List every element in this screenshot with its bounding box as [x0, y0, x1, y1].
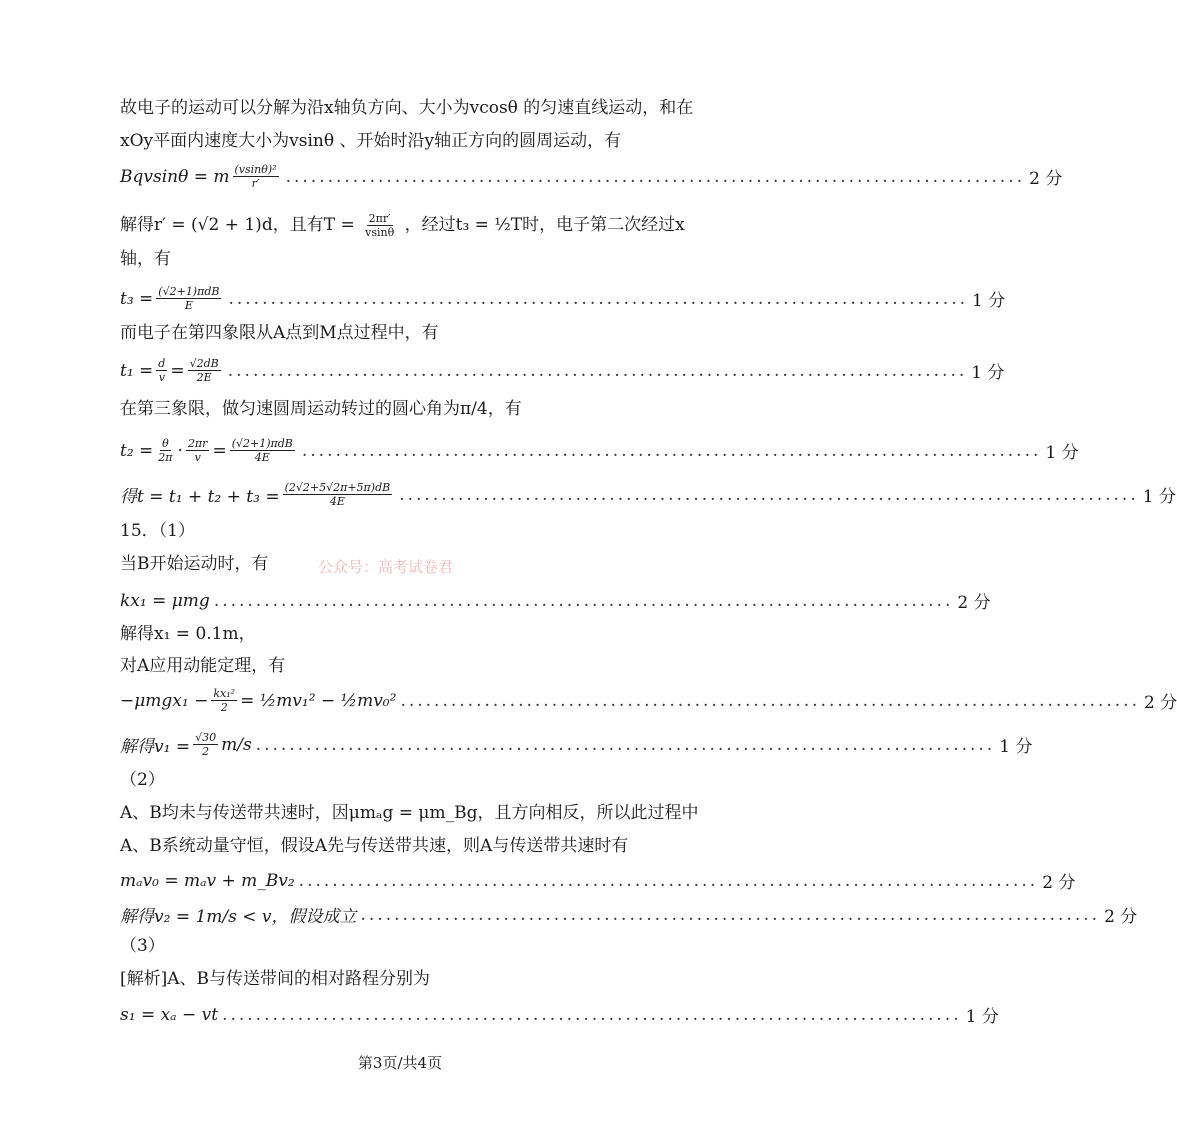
text-line-2: xOy平面内速度大小为vsinθ 、开始时沿y轴正方向的圆周运动，有 [120, 131, 622, 151]
text-line-4 [120, 212, 685, 239]
text-line-7: 而电子在第四象限从A点到M点过程中，有 [120, 323, 439, 343]
eq5-num: (2√2+5√2π+5π)dB [284, 481, 391, 494]
text-line-16: 对A应用动能定理，有 [120, 656, 286, 676]
text-line-21: A、B系统动量守恒，假设A先与传送带共速，则A与传送带共速时有 [120, 836, 629, 856]
leader-dots: ........................................................................................ [213, 590, 954, 611]
eq3-lhs: t₁ = [120, 360, 154, 381]
eq7-den: 2 [220, 701, 228, 714]
leader-dots: ........................................................................................ [400, 690, 1140, 711]
text-line-25: [解析]A、B与传送带间的相对路程分别为 [120, 969, 431, 989]
text-line-15: 解得x₁ = 0.1m， [120, 624, 256, 644]
period-num: 2πr′ [368, 212, 391, 225]
eq1-lhs: Bqvsinθ = m [120, 166, 230, 187]
eq8-den: 2 [202, 745, 210, 758]
equation-8 [120, 731, 1033, 758]
eq4-num2: 2πr [187, 437, 208, 450]
eq7-lhs: −μmgx₁ − [120, 690, 209, 711]
eq5-den: 4E [329, 495, 345, 508]
leader-dots: ........................................................................................ [227, 360, 968, 381]
eq4-num3: (√2+1)πdB [231, 437, 293, 450]
eq10-expr: 解得v₂ = 1m/s < v，假设成立 [120, 907, 357, 927]
subquestion-3: （3） [120, 936, 165, 956]
equation-4 [120, 437, 1079, 464]
eq3-equals: = [170, 360, 185, 381]
equation-5 [120, 481, 1176, 508]
eq2-lhs: t₃ = [120, 288, 154, 309]
eq8-num: √30 [195, 731, 217, 744]
equation-1 [120, 163, 1063, 190]
text-line-13: 当B开始运动时，有 [120, 554, 269, 574]
period-den: vsinθ [365, 226, 395, 239]
eq4-equals: = [212, 440, 227, 461]
equation-11 [120, 1002, 999, 1027]
eq5-lhs: 得t = t₁ + t₂ + t₃ = [120, 487, 280, 507]
page-footer: 第3页/共4页 [357, 1054, 443, 1072]
subquestion-2: （2） [120, 770, 165, 790]
text-line-20: A、B均未与传送带共速时，因μmₐg = μm_Bg，且方向相反，所以此过程中 [120, 803, 699, 823]
equation-7 [120, 687, 1177, 714]
equation-9 [120, 868, 1076, 893]
score-label: 1 分 [972, 291, 1006, 311]
eq3-num1: d [158, 357, 166, 370]
equation-2 [120, 285, 1006, 312]
leader-dots: ........................................................................................ [399, 484, 1139, 505]
leader-dots: ........................................................................................ [228, 288, 969, 309]
eq9-expr: mₐv₀ = mₐv + m_Bv₂ [120, 870, 295, 891]
watermark: 公众号：高考试卷君 [318, 558, 454, 576]
leader-dots: ........................................................................................ [298, 870, 1039, 891]
eq1-den: r′ [251, 177, 260, 190]
eq4-den1: 2π [158, 451, 173, 464]
eq4-lhs: t₂ = [120, 440, 154, 461]
score-label: 1 分 [999, 737, 1033, 757]
score-label: 2 分 [1104, 907, 1138, 927]
text-line-1: 故电子的运动可以分解为沿x轴负方向、大小为vcosθ 的匀速直线运动，和在 [120, 98, 694, 118]
eq4-den3: 4E [254, 451, 270, 464]
line4-part-a: 解得r′ = (√2 + 1)d，且有T = [120, 215, 355, 235]
eq4-dot: · [177, 440, 183, 461]
equation-6 [120, 588, 991, 613]
eq8-lhs: 解得v₁ = [120, 737, 191, 757]
eq3-den1: v [158, 371, 165, 384]
leader-dots: ........................................................................................ [285, 166, 1026, 187]
score-label: 2 分 [1042, 873, 1076, 893]
eq4-num1: θ [162, 437, 169, 450]
equation-3 [120, 357, 1005, 384]
score-label: 1 分 [1142, 487, 1176, 507]
eq3-den2: 2E [196, 371, 212, 384]
text-line-5: 轴，有 [120, 249, 171, 269]
leader-dots: ........................................................................................ [301, 440, 1042, 461]
eq2-num: (√2+1)πdB [158, 285, 220, 298]
score-label: 2 分 [1143, 693, 1177, 713]
eq3-num2: √2dB [189, 357, 219, 370]
eq6-expr: kx₁ = μmg [120, 590, 210, 611]
leader-dots: ........................................................................................ [255, 734, 996, 755]
line4-part-b: ，经过t₃ = ½T时，电子第二次经过x [404, 215, 685, 235]
score-label: 2 分 [1029, 169, 1063, 189]
eq7-num: kx₁² [213, 687, 236, 700]
question-number: 15．（1） [120, 521, 195, 541]
eq8-rhs: m/s [221, 734, 252, 755]
score-label: 1 分 [1045, 443, 1079, 463]
score-label: 1 分 [965, 1007, 999, 1027]
score-label: 2 分 [957, 593, 991, 613]
eq4-den2: v [194, 451, 201, 464]
eq1-num: (vsinθ)² [234, 163, 277, 176]
text-line-9: 在第三象限，做匀速圆周运动转过的圆心角为π/4，有 [120, 399, 522, 419]
score-label: 1 分 [971, 363, 1005, 383]
eq11-expr: s₁ = xₐ − vt [120, 1004, 219, 1025]
leader-dots: ........................................................................................ [360, 904, 1101, 925]
equation-10 [120, 902, 1138, 927]
eq7-rhs: = ½mv₁² − ½mv₀² [240, 690, 397, 711]
eq2-den: E [184, 299, 193, 312]
leader-dots: ........................................................................................ [222, 1004, 962, 1025]
